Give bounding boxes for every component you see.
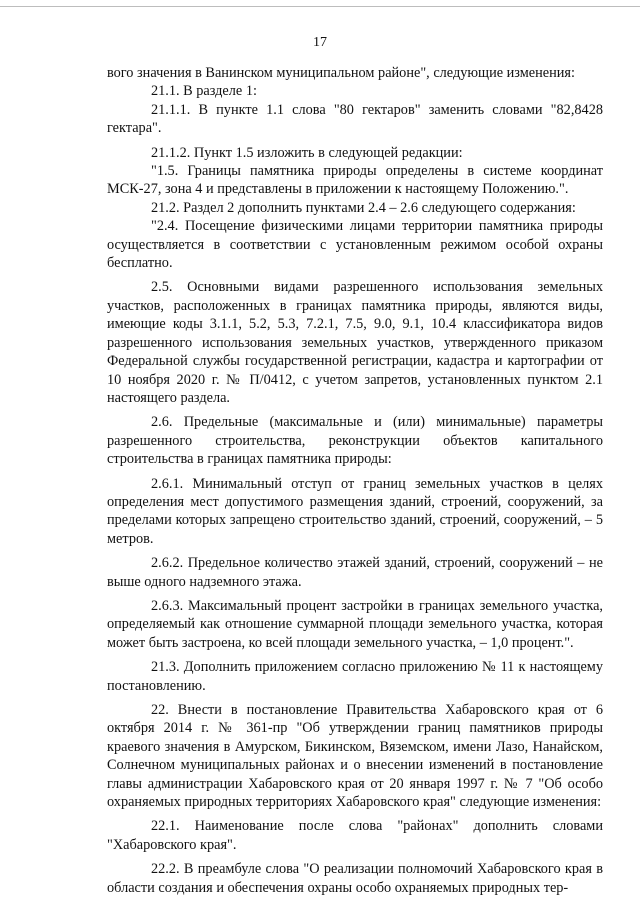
document-body <box>107 64 603 897</box>
paragraph: 21.3. Дополнить приложением согласно приложению № 11 к настоящему постановлению. <box>107 659 603 694</box>
paragraph: вого значения в Ванинском муниципальном районе", следующие изменения: <box>107 65 575 81</box>
paragraph: 21.1.2. Пункт 1.5 изложить в следующей редакции: <box>151 144 463 161</box>
top-rule <box>0 6 640 7</box>
paragraph: 22. Внести в постановление Правительства Хабаровского края от 6 октября 2014 г. № 361-пр "Об утверждении границ памятников природы краевого значения в Амурском, Бикинском, Вяземском, имени Лазо, Нанайском, Солнечном муниципальных районах и о внесении изменений в постановление главы администрации Хабаровского края от 20 января 1997 г. № 7 "Об особо охраняемых природных территориях Хабаровского края" следующие изменения: <box>107 702 603 811</box>
paragraph: 22.1. Наименование после слова "районах" дополнить словами "Хабаровского края". <box>107 818 603 853</box>
paragraph: 2.6.1. Минимальный отступ от границ земельных участков в целях определения мест допустимого размещения зданий, строений, сооружений, за пределами которых запрещено строительство зданий, строений, сооружений, – 5 метров. <box>107 475 603 547</box>
paragraph: 2.6. Предельные (максимальные и (или) минимальные) параметры разрешенного строительства, реконструкции объектов капитального строительства в границах памятника природы: <box>107 414 603 468</box>
paragraph: 21.2. Раздел 2 дополнить пунктами 2.4 – 2.6 следующего содержания: <box>151 199 576 216</box>
paragraph: 21.1.1. В пункте 1.1 слова "80 гектаров" заменить словами "82,8428 гектара". <box>107 101 603 137</box>
paragraph: 2.5. Основными видами разрешенного использования земельных участков, расположенных в границах памятника природы, являются виды, имеющие коды 3.1.1, 5.2, 5.3, 7.2.1, 7.5, 9.0, 9.1, 10.4 классификатора видов разрешенного использования земельных участков, утвержденного приказом Федеральной службы государственной регистрации, кадастра и картографии от 10 ноября 2020 г. № П/0412, с учетом запретов, установленных пунктом 2.1 настоящего раздела. <box>107 279 603 406</box>
paragraph: "1.5. Границы памятника природы определены в системе координат МСК-27, зона 4 и представлены в приложении к настоящему Положению.". <box>107 163 603 198</box>
paragraph: 2.6.3. Максимальный процент застройки в границах земельного участка, определяемый как отношение суммарной площади земельного участка, которая может быть застроена, ко всей площади земельного участка, – 1,0 процент.". <box>107 597 603 651</box>
page-number: 17 <box>313 35 327 50</box>
paragraph: 2.6.2. Предельное количество этажей зданий, строений, сооружений – не выше одного надземного этажа. <box>107 555 603 590</box>
paragraph: 21.1. В разделе 1: <box>151 83 257 100</box>
paragraph: 22.2. В преамбуле слова "О реализации полномочий Хабаровского края в области создания и обеспечения охраны особо охраняемых природных тер- <box>107 861 603 896</box>
paragraph: "2.4. Посещение физическими лицами территории памятника природы осуществляется в соответствии с установленным режимом особой охраны бесплатно. <box>107 218 603 272</box>
